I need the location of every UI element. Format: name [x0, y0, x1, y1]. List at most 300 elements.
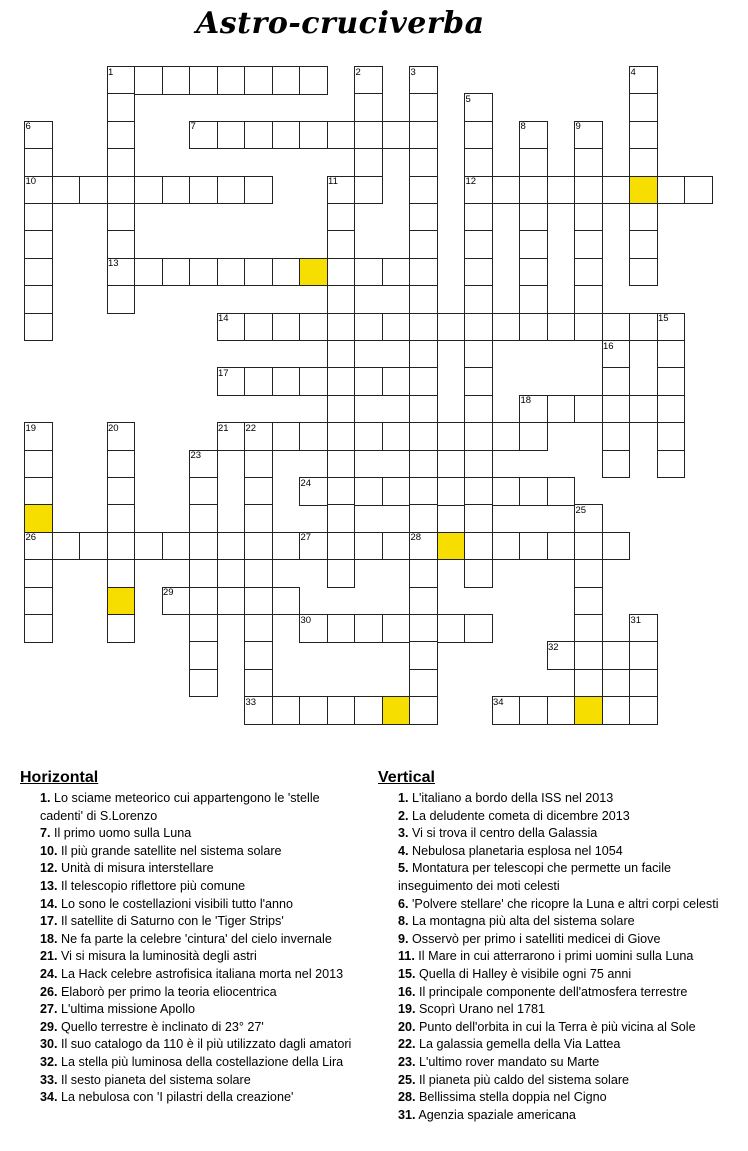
grid-cell[interactable]	[657, 367, 686, 396]
clue-item	[378, 1036, 723, 1054]
grid-cell[interactable]	[437, 477, 466, 506]
grid-cell[interactable]	[189, 587, 218, 616]
clue-number: 25.	[398, 1072, 416, 1087]
grid-cell[interactable]	[492, 313, 521, 342]
grid-clue-number: 26	[25, 532, 37, 544]
grid-cell[interactable]	[217, 66, 246, 95]
grid-clue-number: 19	[25, 422, 37, 434]
grid-cell[interactable]	[574, 203, 603, 232]
grid-clue-number: 1	[108, 66, 114, 78]
grid-cell[interactable]	[327, 203, 356, 232]
grid-cell[interactable]	[244, 450, 273, 479]
grid-cell[interactable]	[602, 367, 631, 396]
grid-cell[interactable]	[464, 230, 493, 259]
grid-cell[interactable]	[134, 532, 163, 561]
grid-cell[interactable]	[162, 258, 191, 287]
grid-cell[interactable]	[519, 477, 548, 506]
grid-cell[interactable]	[519, 258, 548, 287]
grid-cell[interactable]	[189, 669, 218, 698]
clue-item	[378, 896, 723, 914]
grid-cell[interactable]	[464, 285, 493, 314]
clue-text: La deludente cometa di dicembre 2013	[408, 808, 630, 823]
grid-cell[interactable]	[602, 313, 631, 342]
grid-cell[interactable]	[437, 313, 466, 342]
grid-cell[interactable]	[464, 203, 493, 232]
clue-text: Il satellite di Saturno con le 'Tiger Strips'	[57, 914, 284, 929]
grid-cell[interactable]	[24, 477, 53, 506]
clue-text: L'italiano a bordo della ISS nel 2013	[408, 791, 614, 805]
grid-cell[interactable]	[629, 203, 658, 232]
grid-cell[interactable]	[107, 477, 136, 506]
grid-cell[interactable]	[382, 422, 411, 451]
grid-clue-number: 11	[328, 176, 338, 188]
grid-cell[interactable]	[629, 121, 658, 150]
clue-item	[378, 790, 723, 808]
grid-cell[interactable]	[464, 532, 493, 561]
grid-cell[interactable]	[409, 285, 438, 314]
grid-cell[interactable]	[409, 504, 438, 533]
grid-cell[interactable]	[52, 532, 81, 561]
grid-cell[interactable]	[24, 148, 53, 177]
grid-cell[interactable]	[519, 176, 548, 205]
grid-cell[interactable]	[574, 641, 603, 670]
grid-cell[interactable]	[327, 477, 356, 506]
grid-cell[interactable]	[244, 258, 273, 287]
grid-cell[interactable]	[24, 203, 53, 232]
grid-cell[interactable]	[574, 532, 603, 561]
grid-cell[interactable]	[464, 614, 493, 643]
clue-item	[20, 843, 360, 861]
grid-cell[interactable]	[189, 641, 218, 670]
page-title: Astro-cruciverba	[196, 6, 485, 41]
clue-number: 18.	[40, 931, 58, 946]
grid-cell[interactable]	[354, 258, 383, 287]
grid-cell-highlighted[interactable]	[24, 504, 53, 533]
clue-number: 2.	[398, 808, 409, 823]
grid-cell[interactable]	[382, 477, 411, 506]
grid-cell-highlighted[interactable]	[382, 696, 411, 725]
grid-cell[interactable]	[244, 477, 273, 506]
grid-cell[interactable]	[327, 121, 356, 150]
grid-cell[interactable]	[409, 121, 438, 150]
grid-cell[interactable]	[382, 532, 411, 561]
grid-cell[interactable]	[492, 176, 521, 205]
grid-cell[interactable]	[244, 559, 273, 588]
grid-cell[interactable]	[217, 121, 246, 150]
grid-cell[interactable]	[409, 696, 438, 725]
grid-cell[interactable]	[519, 203, 548, 232]
grid-cell[interactable]	[327, 532, 356, 561]
grid-clue-number: 29	[163, 587, 174, 599]
clue-item	[378, 1019, 723, 1037]
grid-cell[interactable]	[629, 230, 658, 259]
grid-cell[interactable]	[107, 614, 136, 643]
grid-cell[interactable]	[464, 559, 493, 588]
grid-cell[interactable]	[354, 422, 383, 451]
grid-cell[interactable]	[244, 614, 273, 643]
grid-cell-highlighted[interactable]	[107, 587, 136, 616]
clue-text: Quella di Halley è visibile ogni 75 anni	[415, 966, 632, 981]
grid-cell[interactable]	[629, 669, 658, 698]
clue-text: Ne fa parte la celebre 'cintura' del cielo invernale	[57, 931, 332, 946]
grid-cell[interactable]	[574, 148, 603, 177]
grid-cell[interactable]	[354, 148, 383, 177]
grid-cell[interactable]	[189, 559, 218, 588]
grid-cell[interactable]	[272, 422, 301, 451]
grid-cell[interactable]	[464, 422, 493, 451]
grid-cell[interactable]	[134, 66, 163, 95]
grid-cell[interactable]	[547, 696, 576, 725]
grid-clue-number: 21	[218, 422, 229, 434]
grid-cell[interactable]	[574, 285, 603, 314]
clue-number: 24.	[40, 966, 58, 981]
clue-text: Il sesto pianeta del sistema solare	[57, 1072, 251, 1087]
grid-cell[interactable]	[492, 532, 521, 561]
clue-text: Unità di misura interstellare	[57, 861, 214, 876]
grid-cell[interactable]	[437, 422, 466, 451]
grid-cell[interactable]	[327, 696, 356, 725]
grid-cell-highlighted[interactable]	[574, 696, 603, 725]
grid-cell[interactable]	[602, 450, 631, 479]
clue-text: La galassia gemella della Via Lattea	[415, 1037, 621, 1052]
grid-cell[interactable]	[299, 66, 328, 95]
grid-cell[interactable]	[409, 367, 438, 396]
grid-cell[interactable]	[217, 258, 246, 287]
clue-number: 32.	[40, 1054, 58, 1069]
grid-cell[interactable]	[574, 313, 603, 342]
grid-cell[interactable]	[382, 313, 411, 342]
grid-cell[interactable]	[492, 477, 521, 506]
clue-number: 10.	[40, 843, 58, 858]
grid-cell[interactable]	[409, 176, 438, 205]
grid-cell[interactable]	[409, 395, 438, 424]
grid-cell[interactable]	[657, 340, 686, 369]
grid-cell[interactable]	[519, 285, 548, 314]
grid-cell[interactable]	[409, 203, 438, 232]
grid-cell[interactable]	[327, 614, 356, 643]
grid-cell[interactable]	[272, 696, 301, 725]
grid-cell[interactable]	[382, 258, 411, 287]
grid-cell[interactable]	[382, 367, 411, 396]
clue-text: Lo sciame meteorico cui appartengono le 'stelle cadenti' di S.Lorenzo	[40, 791, 320, 823]
grid-cell[interactable]	[657, 176, 686, 205]
grid-cell[interactable]	[657, 395, 686, 424]
grid-cell[interactable]	[244, 532, 273, 561]
grid-cell[interactable]	[354, 614, 383, 643]
grid-cell[interactable]	[354, 93, 383, 122]
clue-number: 5.	[398, 861, 409, 876]
grid-cell[interactable]	[409, 258, 438, 287]
clue-number: 27.	[40, 1002, 58, 1017]
grid-cell[interactable]	[52, 176, 81, 205]
grid-cell[interactable]	[327, 285, 356, 314]
grid-cell[interactable]	[574, 614, 603, 643]
grid-cell[interactable]	[24, 614, 53, 643]
grid-cell[interactable]	[519, 230, 548, 259]
grid-cell[interactable]	[162, 532, 191, 561]
grid-cell[interactable]	[299, 121, 328, 150]
grid-cell[interactable]	[602, 696, 631, 725]
clue-item	[20, 1019, 360, 1037]
clue-item	[20, 1089, 360, 1107]
grid-cell[interactable]	[217, 532, 246, 561]
grid-cell[interactable]	[354, 477, 383, 506]
grid-cell[interactable]	[24, 450, 53, 479]
grid-cell[interactable]	[629, 313, 658, 342]
grid-cell[interactable]	[244, 313, 273, 342]
grid-clue-number: 7	[190, 121, 196, 133]
grid-cell[interactable]	[409, 641, 438, 670]
grid-cell[interactable]	[272, 587, 301, 616]
grid-cell[interactable]	[272, 532, 301, 561]
grid-cell[interactable]	[189, 614, 218, 643]
clue-number: 22.	[398, 1037, 416, 1052]
grid-cell[interactable]	[107, 203, 136, 232]
grid-cell[interactable]	[24, 230, 53, 259]
grid-cell[interactable]	[602, 395, 631, 424]
clue-item	[378, 966, 723, 984]
clue-number: 7.	[40, 826, 51, 841]
grid-cell[interactable]	[547, 313, 576, 342]
grid-cell[interactable]	[464, 395, 493, 424]
grid-cell-highlighted[interactable]	[629, 176, 658, 205]
grid-cell[interactable]	[107, 285, 136, 314]
grid-cell[interactable]	[464, 258, 493, 287]
grid-cell[interactable]	[574, 559, 603, 588]
grid-cell[interactable]	[492, 422, 521, 451]
grid-cell[interactable]	[107, 504, 136, 533]
grid-cell[interactable]	[107, 559, 136, 588]
grid-cell[interactable]	[272, 367, 301, 396]
grid-cell[interactable]	[107, 176, 136, 205]
grid-cell[interactable]	[409, 313, 438, 342]
grid-cell[interactable]	[519, 148, 548, 177]
grid-cell[interactable]	[299, 367, 328, 396]
clue-item	[20, 790, 360, 825]
grid-cell[interactable]	[657, 422, 686, 451]
grid-cell[interactable]	[574, 230, 603, 259]
grid-cell[interactable]	[162, 66, 191, 95]
grid-cell[interactable]	[602, 641, 631, 670]
grid-cell[interactable]	[327, 230, 356, 259]
grid-cell[interactable]	[409, 587, 438, 616]
grid-cell[interactable]	[189, 258, 218, 287]
grid-cell[interactable]	[79, 532, 108, 561]
grid-cell[interactable]	[464, 504, 493, 533]
grid-cell[interactable]	[409, 148, 438, 177]
clue-number: 12.	[40, 861, 58, 876]
clue-text: La stella più luminosa della costellazione della Lira	[57, 1054, 344, 1069]
grid-cell[interactable]	[217, 587, 246, 616]
grid-cell[interactable]	[354, 367, 383, 396]
grid-cell[interactable]	[382, 614, 411, 643]
clue-item	[378, 931, 723, 949]
grid-cell[interactable]	[437, 614, 466, 643]
grid-cell[interactable]	[272, 121, 301, 150]
grid-cell[interactable]	[574, 395, 603, 424]
grid-cell[interactable]	[107, 121, 136, 150]
grid-cell[interactable]	[272, 66, 301, 95]
grid-cell-highlighted[interactable]	[437, 532, 466, 561]
grid-cell[interactable]	[409, 422, 438, 451]
grid-cell[interactable]	[409, 93, 438, 122]
grid-cell[interactable]	[354, 121, 383, 150]
grid-cell[interactable]	[244, 367, 273, 396]
grid-cell[interactable]	[354, 313, 383, 342]
grid-cell[interactable]	[24, 285, 53, 314]
grid-cell[interactable]	[464, 367, 493, 396]
clue-number: 19.	[398, 1002, 416, 1017]
grid-cell[interactable]	[464, 477, 493, 506]
grid-cell[interactable]	[547, 477, 576, 506]
grid-cell[interactable]	[189, 477, 218, 506]
clue-text: Il telescopio riflettore più comune	[57, 878, 246, 893]
grid-cell[interactable]	[327, 504, 356, 533]
grid-cell[interactable]	[24, 313, 53, 342]
grid-cell[interactable]	[327, 422, 356, 451]
clue-item	[378, 913, 723, 931]
grid-clue-number: 10	[25, 176, 37, 188]
grid-cell[interactable]	[602, 422, 631, 451]
grid-cell-highlighted[interactable]	[299, 258, 328, 287]
grid-cell[interactable]	[629, 258, 658, 287]
grid-cell[interactable]	[134, 258, 163, 287]
grid-cell[interactable]	[327, 559, 356, 588]
grid-cell[interactable]	[464, 121, 493, 150]
grid-cell[interactable]	[354, 696, 383, 725]
grid-cell[interactable]	[327, 313, 356, 342]
grid-cell[interactable]	[574, 669, 603, 698]
clue-text: Lo sono le costellazioni visibili tutto l'anno	[57, 896, 294, 911]
grid-clue-number: 20	[108, 422, 119, 434]
grid-cell[interactable]	[327, 258, 356, 287]
grid-cell[interactable]	[189, 504, 218, 533]
grid-cell[interactable]	[464, 313, 493, 342]
grid-cell[interactable]	[327, 395, 356, 424]
grid-cell[interactable]	[519, 422, 548, 451]
grid-cell[interactable]	[464, 340, 493, 369]
grid-cell[interactable]	[409, 230, 438, 259]
clue-number: 3.	[398, 826, 409, 841]
clue-number: 26.	[40, 984, 58, 999]
grid-cell[interactable]	[244, 121, 273, 150]
grid-cell[interactable]	[244, 669, 273, 698]
grid-clue-number: 5	[465, 93, 471, 105]
grid-cell[interactable]	[189, 176, 218, 205]
grid-cell[interactable]	[409, 614, 438, 643]
clue-text: 'Polvere stellare' che ricopre la Luna e altri corpi celesti	[408, 896, 719, 911]
grid-cell[interactable]	[629, 395, 658, 424]
grid-cell[interactable]	[574, 587, 603, 616]
grid-cell[interactable]	[134, 176, 163, 205]
grid-cell[interactable]	[24, 587, 53, 616]
grid-cell[interactable]	[24, 559, 53, 588]
grid-cell[interactable]	[519, 313, 548, 342]
grid-cell[interactable]	[602, 176, 631, 205]
clue-item	[378, 948, 723, 966]
grid-cell[interactable]	[629, 641, 658, 670]
grid-cell[interactable]	[629, 93, 658, 122]
grid-cell[interactable]	[464, 450, 493, 479]
grid-cell[interactable]	[327, 367, 356, 396]
grid-cell[interactable]	[382, 121, 411, 150]
grid-cell[interactable]	[107, 93, 136, 122]
grid-cell[interactable]	[602, 532, 631, 561]
clue-item	[378, 984, 723, 1002]
grid-cell[interactable]	[272, 313, 301, 342]
grid-cell[interactable]	[409, 477, 438, 506]
grid-cell[interactable]	[107, 230, 136, 259]
clue-item	[378, 1107, 723, 1125]
grid-cell[interactable]	[24, 258, 53, 287]
grid-cell[interactable]	[354, 176, 383, 205]
grid-cell[interactable]	[574, 176, 603, 205]
grid-cell[interactable]	[244, 176, 273, 205]
clue-text: Il suo catalogo da 110 è il più utilizzato dagli amatori	[57, 1037, 352, 1052]
grid-cell[interactable]	[107, 532, 136, 561]
grid-cell[interactable]	[272, 258, 301, 287]
grid-cell[interactable]	[327, 340, 356, 369]
grid-cell[interactable]	[464, 148, 493, 177]
grid-cell[interactable]	[574, 258, 603, 287]
grid-cell[interactable]	[657, 450, 686, 479]
grid-cell[interactable]	[409, 669, 438, 698]
grid-cell[interactable]	[217, 176, 246, 205]
grid-cell[interactable]	[299, 313, 328, 342]
clue-item	[20, 984, 360, 1002]
grid-cell[interactable]	[189, 66, 218, 95]
vertical-clues	[378, 768, 723, 1124]
grid-cell[interactable]	[629, 696, 658, 725]
grid-cell[interactable]	[162, 176, 191, 205]
grid-cell[interactable]	[629, 148, 658, 177]
vertical-heading: Vertical	[378, 769, 435, 786]
grid-cell[interactable]	[547, 176, 576, 205]
grid-cell[interactable]	[409, 340, 438, 369]
grid-clue-number: 31	[630, 614, 642, 626]
grid-cell[interactable]	[409, 450, 438, 479]
clue-text: Osservò per primo i satelliti medicei di Giove	[408, 931, 661, 946]
grid-cell[interactable]	[409, 559, 438, 588]
grid-cell[interactable]	[684, 176, 713, 205]
grid-clue-number: 28	[410, 532, 422, 544]
grid-cell[interactable]	[354, 532, 383, 561]
clue-number: 29.	[40, 1019, 58, 1034]
grid-clue-number: 13	[108, 258, 119, 270]
clue-text: Montatura per telescopi che permette un facile inseguimento dei moti celesti	[398, 861, 672, 893]
grid-cell[interactable]	[519, 532, 548, 561]
grid-cell[interactable]	[107, 450, 136, 479]
grid-cell[interactable]	[244, 66, 273, 95]
clue-item	[20, 913, 360, 931]
grid-cell[interactable]	[547, 395, 576, 424]
clue-item	[378, 843, 723, 861]
grid-cell[interactable]	[189, 532, 218, 561]
grid-cell[interactable]	[244, 641, 273, 670]
grid-cell[interactable]	[299, 422, 328, 451]
grid-cell[interactable]	[547, 532, 576, 561]
clue-text: Agenzia spaziale americana	[415, 1107, 576, 1122]
grid-cell[interactable]	[327, 450, 356, 479]
clue-item	[378, 1089, 723, 1107]
grid-cell[interactable]	[244, 504, 273, 533]
grid-cell[interactable]	[519, 696, 548, 725]
grid-cell[interactable]	[79, 176, 108, 205]
grid-cell[interactable]	[107, 148, 136, 177]
grid-cell[interactable]	[299, 696, 328, 725]
clue-item	[20, 825, 360, 843]
grid-cell[interactable]	[244, 587, 273, 616]
